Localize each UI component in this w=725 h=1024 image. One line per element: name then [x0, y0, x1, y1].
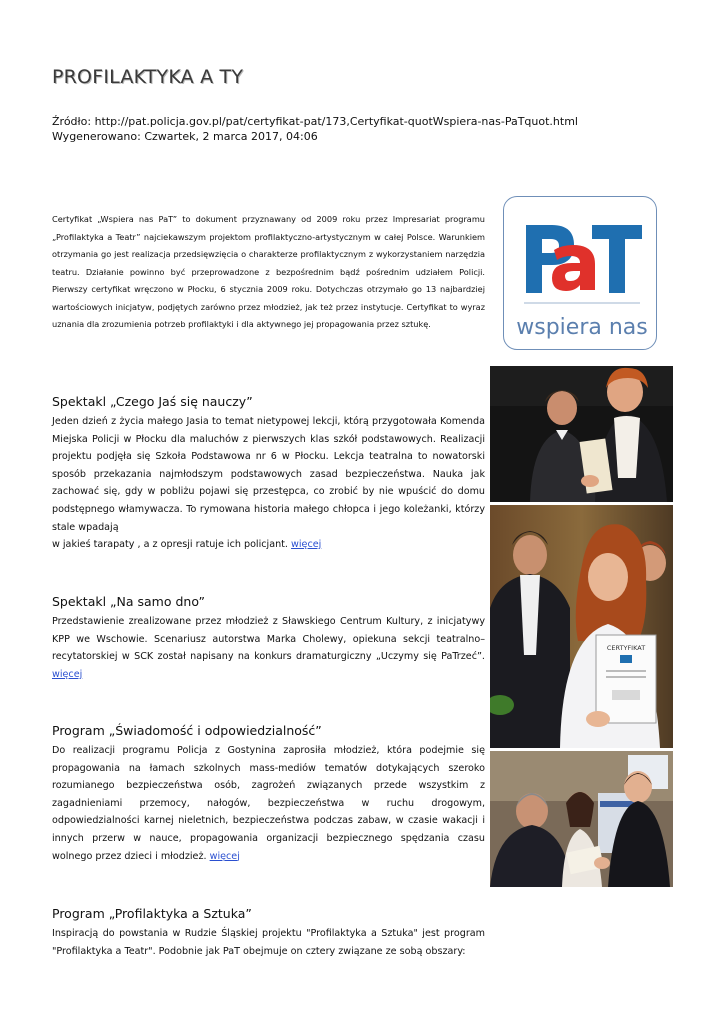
article-body: [52, 613, 485, 683]
article-text: Jeden dzień z życia małego Jasia to temat nietypowej lekcji, którą przygotowała Komenda Miejska Policji w Płocku dla maluchów z pierwszych klas szkół podstawowych. Realizacji projektu podjęła się Szkoła Podstawowa nr 6 w Płocku. Lekcja teatralna to nowatorski sposób przekazania najmłodszym podstawowych zasad bezpieczeństwa. Nauka jak zachować się, gdy w pobliżu pojawi się przestępca, co zrobić by nie wpuścić do domu podstępnego włamywacza. To rymowana historia małego chłopca i jego koleżanki, którzy stale wpadają: [52, 416, 485, 533]
photo-award-ceremony: [490, 751, 673, 887]
page-title: PROFILAKTYKA A TY: [52, 66, 244, 88]
logo-tagline: wspiera nas: [516, 315, 648, 340]
article-heading: Program „Świadomość i odpowiedzialność”: [52, 723, 322, 738]
article-body: [52, 413, 485, 554]
article-text: Do realizacji programu Policja z Gostynina zaprosiła młodzież, która podejmie się propagowania na łamach szkolnych mass-mediów tematów dotykających szeroko rozumianego bezpieczeństwa osób, zagrożeń związanych przede wszystkim z zagadnieniami przemocy, nałogów, bezpieczeństwa w ruchu drogowym, odpowiedzialności karnej nieletnich, bezpieczeństwa podczas zabaw, w czasie wakacji i innych przerw w nauce, propagowania organizacji bezpiecznego spędzania czasu wolnego przez dzieci i młodzież.: [52, 745, 485, 862]
photo-award-women: [490, 366, 673, 502]
article-body: [52, 742, 485, 865]
logo-letter-a: [552, 245, 595, 291]
article-heading: Spektakl „Czego Jaś się nauczy”: [52, 394, 253, 409]
logo-letter-t: [592, 225, 642, 293]
article-heading: Spektakl „Na samo dno”: [52, 594, 206, 609]
more-link[interactable]: więcej: [52, 668, 83, 680]
article-na-samo-dno: [52, 593, 485, 683]
article-body: Inspiracją do powstania w Rudzie Śląskiej projektu "Profilaktyka a Sztuka" jest program "Profilaktyka a Teatr". Podobnie jak PaT obejmuje on cztery związane ze sobą obszary:: [52, 928, 485, 957]
article-czego-jas: [52, 393, 485, 554]
article-profilaktyka-a-sztuka: [52, 905, 485, 960]
generated-date: Wygenerowano: Czwartek, 2 marca 2017, 04:06: [52, 130, 318, 143]
pat-logo-graphic: [504, 197, 657, 350]
article-heading: Program „Profilaktyka a Sztuka”: [52, 906, 252, 921]
pat-logo: [503, 196, 657, 350]
article-text-cont: w jakieś tarapaty , a z opresji ratuje ich policjant.: [52, 539, 292, 551]
document-meta: [52, 114, 578, 144]
certificate-title: CERTYFIKAT: [606, 644, 646, 652]
article-swiadomosc: [52, 722, 485, 865]
more-link[interactable]: więcej: [209, 850, 240, 862]
article-text: Przedstawienie zrealizowane przez młodzież z Sławskiego Centrum Kultury, z inicjatywy KPP we Wschowie. Scenariusz autorstwa Marka Cholewy, opiekuna sekcji teatralno–recytatorskiej w SCK został napisany na konkurs dramaturgiczny „Uczymy się PaTrzeć”.: [52, 616, 485, 663]
source-url: Źródło: http://pat.policja.gov.pl/pat/certyfikat-pat/173,Certyfikat-quotWspiera-nas-PaTquot.html: [52, 115, 578, 128]
photo-certificate-presentation: [490, 505, 673, 748]
more-link[interactable]: więcej: [291, 539, 322, 551]
intro-paragraph: Certyfikat „Wspiera nas PaT” to dokument przyznawany od 2009 roku przez Impresariat programu „Profilaktyka a Teatr” najciekawszym projektom profilaktyczno-artystycznym w całej Polsce. Warunkiem otrzymania go jest realizacja przedsięwzięcia o charakterze profilaktycznym z wykorzystaniem narzędzia teatru. Działanie powinno być przeprowadzone z bezpośrednim bądź pośrednim udziałem Policji. Pierwszy certyfikat wręczono w Płocku, 6 stycznia 2009 roku. Dotychczas otrzymało go 13 najbardziej wartościowych inicjatyw, podjętych zarówno przez młodzież, jak też przez instytucje. Certyfikat to wyraz uznania dla zrozumienia potrzeb profilaktyki i dla aktywnego jej propagowania przez sztukę.: [52, 214, 485, 329]
